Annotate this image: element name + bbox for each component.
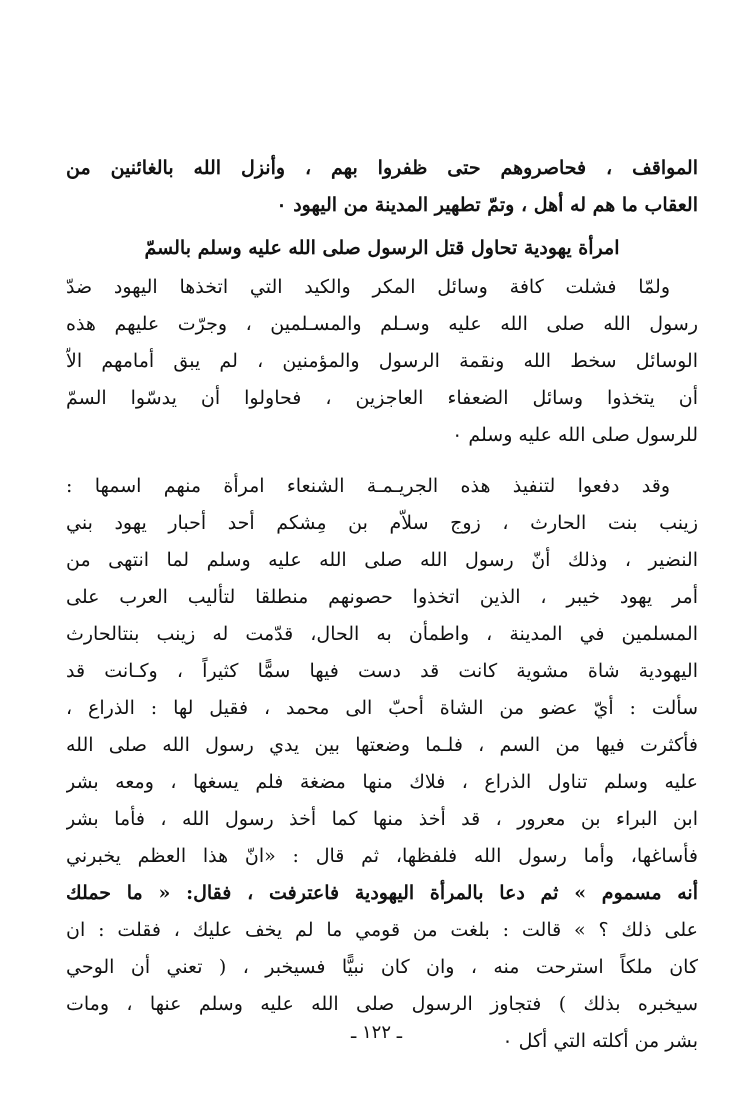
text-line: اليهودية شاة مشوية كانت قد دست فيها سمًّا كثيراً ، وكـانت قد [66,660,698,682]
text-line: فأساغها، وأما رسول الله فلفظها، ثم قال : «انّ هذا العظم يخبرني [66,845,698,867]
text-line: عليه وسلم تناول الذراع ، فلاك منها مضغة فلم يسغها ، ومعه بشر [66,771,698,793]
text-line: سيخبره بذلك ) فتجاوز الرسول صلى الله عليه وسلم عنها ، ومات [66,993,698,1015]
text-line: للرسول صلى الله عليه وسلم ٠ [452,424,698,446]
text-line: بشر من أكلته التي أكل ٠ [502,1030,698,1052]
text-line: أنه مسموم » ثم دعا بالمرأة اليهودية فاعترفت ، فقال: « ما حملك [66,882,698,904]
section-heading: امرأة يهودية تحاول قتل الرسول صلى الله عليه وسلم بالسمّ [144,237,620,259]
text-line: المسلمين في المدينة ، واطمأن به الحال، قدّمت له زينب بنتالحارث [66,623,698,645]
text-line: أن يتخذوا وسائل الضعفاء العاجزين ، فحاولوا أن يدسّوا السمّ [66,387,698,409]
text-line: وقد دفعوا لتنفيذ هذه الجريـمـة الشنعاء امرأة منهم اسمها : [66,475,670,497]
text-line: أمر يهود خيبر ، الذين اتخذوا حصونهم منطلقا لتأليب العرب على [66,586,698,608]
text-line: رسول الله صلى الله عليه وسـلم والمسـلمين ، وجرّت عليهم هذه [66,313,698,335]
text-line: الوسائل سخط الله ونقمة الرسول والمؤمنين ، لم يبق أمامهم الاّ [66,350,698,372]
text-line: النضير ، وذلك أنّ رسول الله صلى الله عليه وسلم لما انتهى من [66,549,698,571]
text-line: ابن البراء بن معرور ، قد أخذ منها كما أخذ رسول الله ، فأما بشر [66,808,698,830]
text-line: كان ملكاً استرحت منه ، وان كان نبيًّا فسيخبر ، ( تعني أن الوحي [66,956,698,978]
intro-paragraph [66,150,698,224]
text-line: ولمّا فشلت كافة وسائل المكر والكيد التي اتخذها اليهود ضدّ [66,276,670,298]
paragraph-2 [66,468,698,1060]
paragraph-gap [66,454,698,468]
text-line: العقاب ما هم له أهل ، وتمّ تطهير المدينة من اليهود ٠ [276,194,698,216]
text-line: فأكثرت فيها من السم ، فلـما وضعتها بين يدي رسول الله صلى الله [66,734,698,756]
page-number: ـ ١٢٢ ـ [350,1022,402,1043]
paragraph-1 [66,269,698,454]
text-line: المواقف ، فحاصروهم حتى ظفروا بهم ، وأنزل الله بالغائنين من [66,157,698,179]
text-line: زينب بنت الحارث ، زوج سلاّم بن مِشكم أحد أحبار يهود بني [66,512,698,534]
page-body [66,150,698,1060]
text-line: سألت : أيّ عضو من الشاة أحبّ الى محمد ، فقيل لها : الذراع ، [66,697,698,719]
text-line: على ذلك ؟ » قالت : بلغت من قومي ما لم يخف عليك ، فقلت : ان [66,919,698,941]
